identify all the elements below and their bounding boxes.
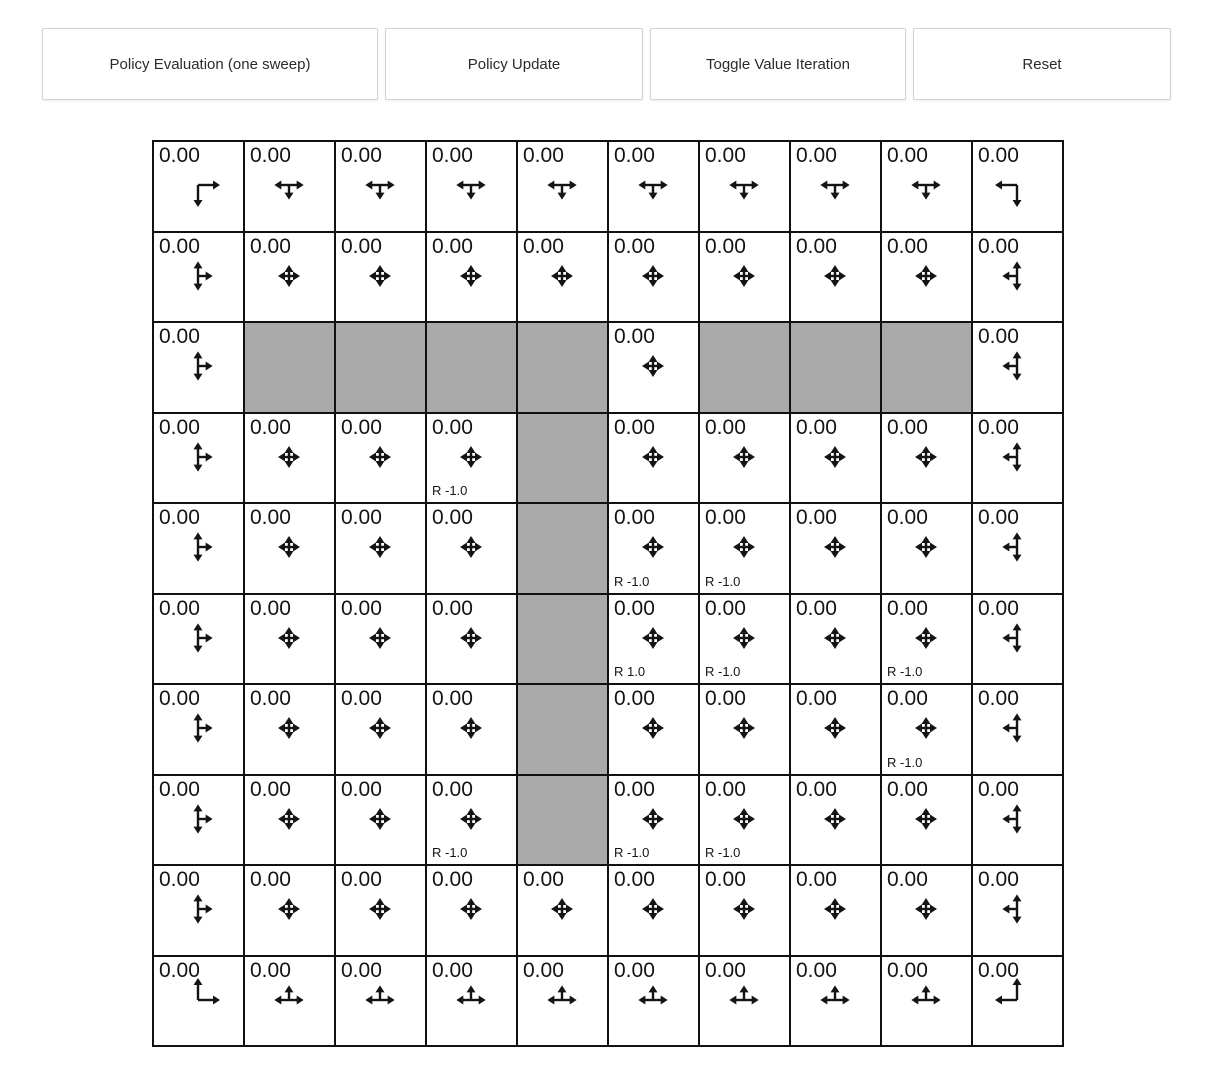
cell-value: 0.00 [705, 687, 746, 710]
grid-cell[interactable] [791, 142, 880, 231]
cell-value: 0.00 [614, 868, 655, 891]
policy-arrows-icon [994, 705, 1040, 751]
policy-arrows-icon [448, 253, 494, 299]
cell-value: 0.00 [250, 596, 291, 620]
gridworld-grid [152, 140, 1064, 1047]
cell-value: 0.00 [705, 777, 746, 801]
policy-arrows-icon [721, 434, 767, 480]
grid-cell[interactable] [336, 414, 425, 503]
cell-value: 0.00 [432, 144, 473, 167]
policy-arrows-icon [357, 615, 403, 661]
grid-cell[interactable] [336, 233, 425, 322]
wall-cell [700, 323, 789, 412]
policy-arrows-icon [994, 162, 1040, 208]
grid-cell[interactable] [427, 957, 516, 1046]
grid-cell[interactable] [973, 957, 1062, 1046]
policy-arrows-icon [812, 615, 858, 661]
policy-arrows-icon [812, 253, 858, 299]
grid-cell[interactable] [245, 414, 334, 503]
grid-cell[interactable] [245, 957, 334, 1046]
policy-arrows-icon [357, 705, 403, 751]
policy-arrows-icon [994, 343, 1040, 389]
cell-value: 0.00 [796, 415, 837, 439]
grid-cell[interactable] [700, 504, 789, 593]
policy-arrows-icon [357, 253, 403, 299]
wall-cell [336, 323, 425, 412]
cell-value: 0.00 [159, 325, 200, 348]
grid-cell[interactable] [427, 595, 516, 684]
policy-arrows-icon [903, 886, 949, 932]
policy-arrows-icon [539, 977, 585, 1023]
grid-cell[interactable] [154, 142, 243, 231]
wall-cell [791, 323, 880, 412]
grid-cell[interactable] [154, 776, 243, 865]
policy-arrows-icon [175, 524, 221, 570]
grid-cell[interactable] [882, 142, 971, 231]
cell-value: 0.00 [705, 868, 746, 891]
cell-value: 0.00 [432, 415, 473, 439]
policy-arrows-icon [994, 886, 1040, 932]
grid-cell[interactable] [609, 595, 698, 684]
grid-cell[interactable] [882, 595, 971, 684]
policy-arrows-icon [175, 796, 221, 842]
policy-arrows-icon [448, 434, 494, 480]
policy-arrows-icon [630, 524, 676, 570]
cell-value: 0.00 [614, 144, 655, 167]
grid-cell[interactable] [700, 866, 789, 955]
reset-button[interactable]: Reset [913, 28, 1171, 100]
cell-value: 0.00 [523, 868, 564, 891]
policy-arrows-icon [266, 977, 312, 1023]
cell-value: 0.00 [796, 596, 837, 620]
grid-cell[interactable] [609, 323, 698, 412]
cell-value: 0.00 [614, 777, 655, 801]
grid-cell[interactable] [336, 776, 425, 865]
grid-cell[interactable] [973, 142, 1062, 231]
cell-value: 0.00 [159, 687, 200, 710]
toolbar [42, 28, 1171, 100]
policy-arrows-icon [266, 524, 312, 570]
cell-value: 0.00 [159, 144, 200, 167]
cell-value: 0.00 [250, 958, 291, 982]
policy-arrows-icon [721, 796, 767, 842]
grid-cell[interactable] [609, 233, 698, 322]
grid-cell[interactable] [882, 957, 971, 1046]
cell-value: 0.00 [432, 506, 473, 529]
grid-cell[interactable] [973, 414, 1062, 503]
cell-reward-label: R -1.0 [614, 573, 650, 589]
policy-arrows-icon [448, 162, 494, 208]
policy-arrows-icon [994, 434, 1040, 480]
grid-cell[interactable] [700, 595, 789, 684]
cell-value: 0.00 [341, 868, 382, 891]
cell-value: 0.00 [887, 777, 928, 801]
cell-reward-label: R 1.0 [614, 664, 646, 679]
grid-cell[interactable] [427, 866, 516, 955]
grid-cell[interactable] [518, 142, 607, 231]
cell-value: 0.00 [887, 868, 928, 891]
policy-arrows-icon [721, 705, 767, 751]
grid-cell[interactable] [882, 504, 971, 593]
grid-cell[interactable] [518, 957, 607, 1046]
policy-arrows-icon [266, 162, 312, 208]
policy-arrows-icon [266, 615, 312, 661]
cell-value: 0.00 [159, 415, 200, 439]
policy-arrows-icon [539, 886, 585, 932]
policy-arrows-icon [357, 796, 403, 842]
grid-cell[interactable] [245, 595, 334, 684]
policy-arrows-icon [721, 615, 767, 661]
policy-arrows-icon [175, 343, 221, 389]
cell-value: 0.00 [705, 234, 746, 258]
policy-update-button[interactable]: Policy Update [385, 28, 643, 100]
grid-cell[interactable] [245, 866, 334, 955]
grid-cell[interactable] [154, 414, 243, 503]
cell-value: 0.00 [796, 687, 837, 710]
grid-cell[interactable] [245, 685, 334, 774]
grid-cell[interactable] [882, 685, 971, 774]
cell-value: 0.00 [796, 144, 837, 167]
policy-arrows-icon [721, 886, 767, 932]
policy-arrows-icon [721, 162, 767, 208]
cell-value: 0.00 [978, 868, 1019, 891]
policy-arrows-icon [994, 253, 1040, 299]
cell-reward-label: R -1.0 [705, 664, 741, 679]
policy-arrows-icon [812, 796, 858, 842]
grid-cell[interactable] [882, 776, 971, 865]
grid-cell[interactable] [973, 323, 1062, 412]
cell-value: 0.00 [341, 415, 382, 439]
grid-cell[interactable] [609, 142, 698, 231]
policy-arrows-icon [175, 886, 221, 932]
cell-value: 0.00 [978, 687, 1019, 710]
policy-arrows-icon [266, 705, 312, 751]
cell-value: 0.00 [523, 234, 564, 258]
policy-arrows-icon [448, 705, 494, 751]
cell-value: 0.00 [887, 144, 928, 167]
cell-value: 0.00 [250, 234, 291, 258]
policy-arrows-icon [812, 524, 858, 570]
grid-cell[interactable] [609, 685, 698, 774]
cell-value: 0.00 [614, 234, 655, 258]
cell-value: 0.00 [887, 596, 928, 620]
grid-cell[interactable] [700, 776, 789, 865]
grid-cell[interactable] [427, 685, 516, 774]
policy-arrows-icon [630, 886, 676, 932]
cell-value: 0.00 [705, 144, 746, 167]
grid-cell[interactable] [973, 685, 1062, 774]
cell-value: 0.00 [432, 958, 473, 982]
cell-value: 0.00 [250, 506, 291, 529]
cell-value: 0.00 [159, 506, 200, 529]
grid-cell[interactable] [791, 504, 880, 593]
policy-arrows-icon [721, 977, 767, 1023]
cell-value: 0.00 [887, 234, 928, 258]
policy-arrows-icon [903, 434, 949, 480]
grid-cell[interactable] [427, 142, 516, 231]
grid-cell[interactable] [700, 142, 789, 231]
cell-value: 0.00 [250, 777, 291, 801]
cell-value: 0.00 [341, 958, 382, 982]
grid-cell[interactable] [700, 685, 789, 774]
cell-value: 0.00 [705, 506, 746, 529]
policy-arrows-icon [175, 434, 221, 480]
grid-cell[interactable] [336, 957, 425, 1046]
grid-cell[interactable] [154, 866, 243, 955]
policy-arrows-icon [448, 796, 494, 842]
grid-cell[interactable] [791, 866, 880, 955]
policy-arrows-icon [630, 977, 676, 1023]
cell-value: 0.00 [796, 868, 837, 891]
grid-cell[interactable] [245, 504, 334, 593]
wall-cell [427, 323, 516, 412]
grid-cell[interactable] [427, 504, 516, 593]
cell-value: 0.00 [705, 415, 746, 439]
policy-arrows-icon [812, 886, 858, 932]
cell-value: 0.00 [432, 687, 473, 710]
wall-cell [882, 323, 971, 412]
grid-cell[interactable] [154, 595, 243, 684]
grid-cell[interactable] [791, 776, 880, 865]
wall-cell [518, 504, 607, 593]
policy-arrows-icon [812, 162, 858, 208]
policy-arrows-icon [994, 615, 1040, 661]
cell-value: 0.00 [159, 958, 200, 982]
grid-cell[interactable] [973, 233, 1062, 322]
grid-cell[interactable] [154, 323, 243, 412]
policy-arrows-icon [903, 162, 949, 208]
policy-arrows-icon [630, 705, 676, 751]
cell-value: 0.00 [978, 234, 1019, 258]
grid-cell[interactable] [973, 595, 1062, 684]
cell-value: 0.00 [887, 415, 928, 439]
policy-arrows-icon [448, 886, 494, 932]
wall-cell [518, 414, 607, 503]
grid-cell[interactable] [518, 233, 607, 322]
policy-arrows-icon [357, 524, 403, 570]
cell-reward-label: R -1.0 [432, 483, 468, 498]
cell-reward-label: R -1.0 [432, 845, 468, 860]
grid-cell[interactable] [882, 233, 971, 322]
cell-value: 0.00 [432, 596, 473, 620]
grid-cell[interactable] [427, 233, 516, 322]
cell-value: 0.00 [614, 958, 655, 982]
cell-value: 0.00 [341, 596, 382, 620]
policy-arrows-icon [175, 977, 221, 1023]
policy-arrows-icon [630, 615, 676, 661]
cell-value: 0.00 [159, 868, 200, 891]
policy-arrows-icon [721, 253, 767, 299]
grid-cell[interactable] [609, 957, 698, 1046]
grid-cell[interactable] [154, 957, 243, 1046]
policy-arrows-icon [903, 705, 949, 751]
policy-arrows-icon [812, 977, 858, 1023]
grid-cell[interactable] [791, 685, 880, 774]
cell-value: 0.00 [978, 325, 1019, 348]
cell-value: 0.00 [614, 596, 655, 620]
grid-cell[interactable] [609, 866, 698, 955]
grid-cell[interactable] [973, 504, 1062, 593]
grid-cell[interactable] [427, 776, 516, 865]
cell-value: 0.00 [341, 234, 382, 258]
policy-arrows-icon [994, 796, 1040, 842]
policy-arrows-icon [903, 796, 949, 842]
grid-cell[interactable] [154, 504, 243, 593]
policy-arrows-icon [903, 977, 949, 1023]
policy-arrows-icon [630, 434, 676, 480]
cell-value: 0.00 [978, 415, 1019, 439]
wall-cell [518, 323, 607, 412]
policy-arrows-icon [357, 886, 403, 932]
grid-cell[interactable] [427, 414, 516, 503]
wall-cell [245, 323, 334, 412]
cell-value: 0.00 [432, 777, 473, 801]
cell-value: 0.00 [250, 687, 291, 710]
grid-cell[interactable] [973, 776, 1062, 865]
cell-value: 0.00 [796, 958, 837, 982]
policy-arrows-icon [175, 253, 221, 299]
cell-value: 0.00 [432, 868, 473, 891]
cell-value: 0.00 [341, 777, 382, 801]
grid-cell[interactable] [791, 595, 880, 684]
cell-value: 0.00 [887, 687, 928, 710]
grid-cell[interactable] [154, 233, 243, 322]
policy-arrows-icon [994, 524, 1040, 570]
policy-arrows-icon [357, 434, 403, 480]
grid-cell[interactable] [700, 414, 789, 503]
toggle-value-iteration-button[interactable]: Toggle Value Iteration [650, 28, 906, 100]
cell-value: 0.00 [250, 415, 291, 439]
cell-value: 0.00 [159, 596, 200, 620]
cell-reward-label: R -1.0 [705, 845, 741, 860]
policy-arrows-icon [448, 615, 494, 661]
grid-cell[interactable] [791, 957, 880, 1046]
cell-value: 0.00 [705, 596, 746, 620]
grid-cell[interactable] [336, 866, 425, 955]
policy-arrows-icon [357, 162, 403, 208]
policy-arrows-icon [903, 253, 949, 299]
cell-value: 0.00 [341, 144, 382, 167]
cell-value: 0.00 [705, 958, 746, 982]
policy-arrows-icon [266, 886, 312, 932]
cell-value: 0.00 [250, 144, 291, 167]
policy-arrows-icon [903, 615, 949, 661]
cell-value: 0.00 [796, 234, 837, 258]
wall-cell [518, 776, 607, 865]
grid-cell[interactable] [609, 414, 698, 503]
policy-arrows-icon [630, 343, 676, 389]
policy-arrows-icon [448, 524, 494, 570]
cell-value: 0.00 [614, 687, 655, 710]
policy-evaluation-button[interactable]: Policy Evaluation (one sweep) [42, 28, 378, 100]
policy-arrows-icon [175, 705, 221, 751]
cell-value: 0.00 [978, 596, 1019, 620]
policy-arrows-icon [630, 162, 676, 208]
grid-cell[interactable] [336, 595, 425, 684]
policy-arrows-icon [721, 524, 767, 570]
cell-value: 0.00 [523, 144, 564, 167]
cell-value: 0.00 [250, 868, 291, 891]
cell-reward-label: R -1.0 [887, 664, 923, 679]
cell-value: 0.00 [614, 325, 655, 348]
grid-cell[interactable] [154, 685, 243, 774]
policy-arrows-icon [266, 253, 312, 299]
cell-value: 0.00 [159, 234, 200, 258]
grid-cell[interactable] [336, 142, 425, 231]
grid-cell[interactable] [245, 142, 334, 231]
cell-reward-label: R -1.0 [887, 754, 923, 770]
cell-reward-label: R -1.0 [705, 573, 741, 589]
policy-arrows-icon [630, 796, 676, 842]
policy-arrows-icon [903, 524, 949, 570]
cell-value: 0.00 [614, 506, 655, 529]
cell-value: 0.00 [614, 415, 655, 439]
grid-cell[interactable] [882, 414, 971, 503]
cell-value: 0.00 [887, 958, 928, 982]
policy-arrows-icon [357, 977, 403, 1023]
grid-cell[interactable] [882, 866, 971, 955]
wall-cell [518, 685, 607, 774]
policy-arrows-icon [812, 705, 858, 751]
policy-arrows-icon [630, 253, 676, 299]
policy-arrows-icon [539, 253, 585, 299]
grid-cell[interactable] [700, 233, 789, 322]
grid-cell[interactable] [336, 685, 425, 774]
cell-value: 0.00 [159, 777, 200, 801]
policy-arrows-icon [175, 162, 221, 208]
cell-value: 0.00 [978, 777, 1019, 801]
grid-cell[interactable] [973, 866, 1062, 955]
policy-arrows-icon [539, 162, 585, 208]
cell-value: 0.00 [432, 234, 473, 258]
cell-value: 0.00 [341, 506, 382, 529]
cell-value: 0.00 [978, 144, 1019, 167]
grid-cell[interactable] [609, 504, 698, 593]
cell-reward-label: R -1.0 [614, 845, 650, 860]
cell-value: 0.00 [978, 506, 1019, 529]
grid-cell[interactable] [245, 776, 334, 865]
cell-value: 0.00 [796, 506, 837, 529]
grid-cell[interactable] [700, 957, 789, 1046]
grid-cell[interactable] [336, 504, 425, 593]
cell-value: 0.00 [887, 506, 928, 529]
policy-arrows-icon [994, 977, 1040, 1023]
grid-cell[interactable] [245, 233, 334, 322]
policy-arrows-icon [448, 977, 494, 1023]
policy-arrows-icon [812, 434, 858, 480]
cell-value: 0.00 [523, 958, 564, 982]
grid-cell[interactable] [791, 233, 880, 322]
policy-arrows-icon [175, 615, 221, 661]
wall-cell [518, 595, 607, 684]
cell-value: 0.00 [978, 958, 1019, 982]
grid-cell[interactable] [518, 866, 607, 955]
cell-value: 0.00 [341, 687, 382, 710]
policy-arrows-icon [266, 796, 312, 842]
policy-arrows-icon [266, 434, 312, 480]
grid-cell[interactable] [609, 776, 698, 865]
cell-value: 0.00 [796, 777, 837, 801]
grid-cell[interactable] [791, 414, 880, 503]
